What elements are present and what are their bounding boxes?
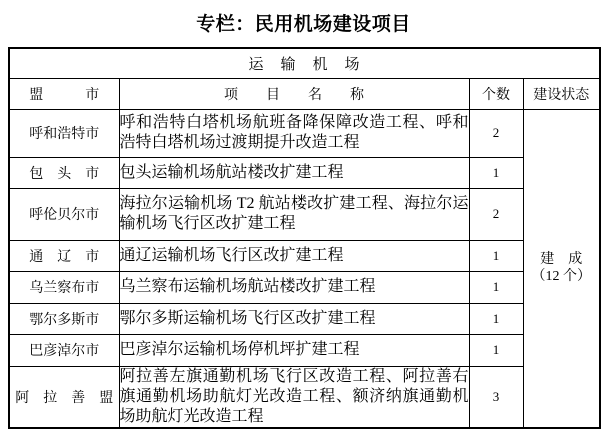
city-cell: 鄂尔多斯市 — [9, 303, 119, 334]
city-cell: 通 辽 市 — [9, 240, 119, 271]
city-cell: 呼伦贝尔市 — [9, 188, 119, 240]
column-header-project-name: 项 目 名 称 — [119, 78, 469, 109]
count-cell: 1 — [469, 334, 523, 366]
status-cell — [523, 109, 600, 428]
table-row-ordos — [9, 303, 600, 334]
table-row-hohhot — [9, 109, 600, 157]
project-cell: 包头运输机场航站楼改扩建工程 — [119, 157, 469, 188]
column-header-status: 建设状态 — [523, 78, 600, 109]
city-cell: 阿 拉 善 盟 — [9, 366, 119, 428]
project-cell: 巴彦淖尔运输机场停机坪扩建工程 — [119, 334, 469, 366]
project-cell: 呼和浩特白塔机场航班备降保障改造工程、呼和浩特白塔机场过渡期提升改造工程 — [119, 109, 469, 157]
project-cell: 阿拉善左旗通勤机场飞行区改造工程、阿拉善右旗通勤机场助航灯光改造工程、额济纳旗通勤机场助航灯光改造工程 — [119, 366, 469, 428]
page-title: 专栏：民用机场建设项目 — [196, 14, 411, 35]
count-cell: 1 — [469, 157, 523, 188]
table-row-ulanqab — [9, 271, 600, 303]
project-cell: 海拉尔运输机场 T2 航站楼改扩建工程、海拉尔运输机场飞行区改扩建工程 — [119, 188, 469, 240]
table-section-header: 运 输 机 场 — [9, 48, 600, 78]
status-count: （12 个） — [531, 269, 591, 284]
table-row-tongliao — [9, 240, 600, 271]
airport-projects-table — [8, 47, 601, 429]
table-row-hulunbuir — [9, 188, 600, 240]
count-cell: 1 — [469, 240, 523, 271]
project-cell: 乌兰察布运输机场航站楼改扩建工程 — [119, 271, 469, 303]
count-cell: 2 — [469, 109, 523, 157]
status-text: 建 成 — [540, 252, 583, 267]
project-cell: 鄂尔多斯运输机场飞行区改扩建工程 — [119, 303, 469, 334]
table-row-baotou — [9, 157, 600, 188]
city-cell: 乌兰察布市 — [9, 271, 119, 303]
table-section-row — [9, 48, 600, 78]
table-row-bayannur — [9, 334, 600, 366]
column-header-league-city: 盟 市 — [9, 78, 119, 109]
column-header-count: 个数 — [469, 78, 523, 109]
count-cell: 1 — [469, 271, 523, 303]
city-cell: 呼和浩特市 — [9, 109, 119, 157]
table-header-row — [9, 78, 600, 109]
count-cell: 3 — [469, 366, 523, 428]
count-cell: 2 — [469, 188, 523, 240]
city-cell: 包 头 市 — [9, 157, 119, 188]
table-row-alxa — [9, 366, 600, 428]
count-cell: 1 — [469, 303, 523, 334]
city-cell: 巴彦淖尔市 — [9, 334, 119, 366]
project-cell: 通辽运输机场飞行区改扩建工程 — [119, 240, 469, 271]
